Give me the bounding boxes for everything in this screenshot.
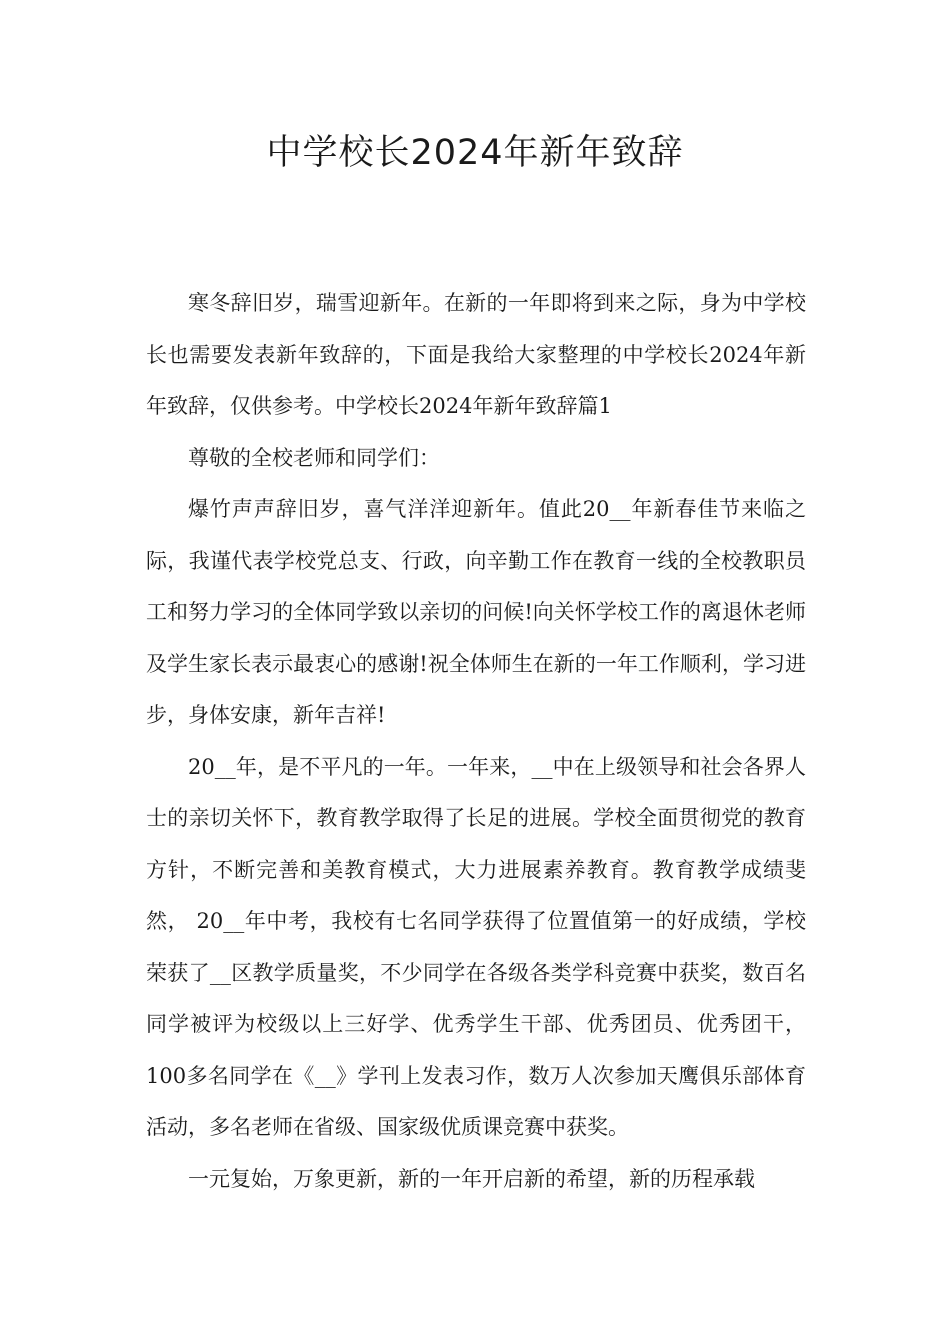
paragraph-new-year: 一元复始，万象更新，新的一年开启新的希望，新的历程承载 (188, 1166, 755, 1191)
document-body (146, 278, 806, 1205)
paragraph-achievements: 20__年，是不平凡的一年。一年来，__中在上级领导和社会各界人士的亲切关怀下，教育教学取得了长足的进展。学校全面贯彻党的教育方针，不断完善和美教育模式，大力进展素养教育。教育教学成绩斐然， 20__年中考，我校有七名同学获得了位置值第一的好成绩，学校荣获了__区教学质量奖，不少同学在各级各类学科竞赛中获奖，数百名同学被评为校级以上三好学、优秀学生干部、优秀团员、优秀团干，100多名同学在《__》学刊上发表习作，数万人次参加天鹰俱乐部体育活动，多名老师在省级、国家级优质课竞赛中获奖。 (146, 754, 806, 1139)
paragraph-salutation: 尊敬的全校老师和同学们： (188, 445, 440, 470)
document-title: 中学校长2024年新年致辞 (266, 133, 684, 173)
paragraph-intro: 寒冬辞旧岁，瑞雪迎新年。在新的一年即将到来之际，身为中学校长也需要发表新年致辞的，下面是我给大家整理的中学校长2024年新年致辞，仅供参考。中学校长2024年新年致辞篇1 (146, 291, 806, 418)
paragraph-greeting: 爆竹声声辞旧岁，喜气洋洋迎新年。值此20__年新春佳节来临之际，我谨代表学校党总支、行政，向辛勤工作在教育一线的全校教职员工和努力学习的全体同学致以亲切的问候!向关怀学校工作的离退休老师及学生家长表示最衷心的感谢!祝全体师生在新的一年工作顺利，学习进步，身体安康，新年吉祥! (146, 497, 806, 727)
